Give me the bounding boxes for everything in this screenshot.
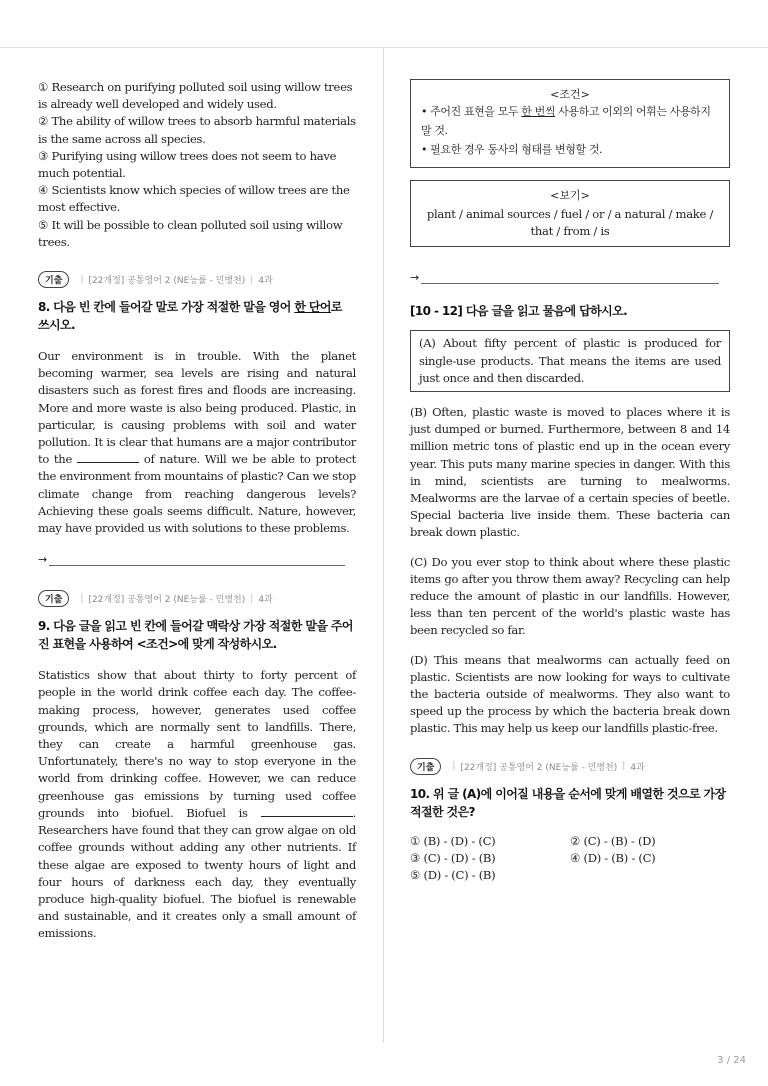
q9-separator-2: | <box>250 593 254 604</box>
q8-source-line <box>38 271 356 288</box>
q7-option-3: ③ Purifying using willow trees does not seem to have much potential. <box>38 148 337 181</box>
q8-separator-2: | <box>250 274 254 285</box>
q8-lesson: 4과 <box>258 276 273 287</box>
q9-passage <box>38 667 356 942</box>
q10-option-3[interactable]: ③ (C) - (D) - (B) <box>410 850 496 865</box>
q8-title-a: 8. 다음 빈 칸에 들어갈 말로 가장 적절한 말을 영어 <box>38 300 295 315</box>
q8-passage-part1: Our environment is in trouble. With the planet becoming warmer, sea levels are rising and natural disasters such as forest fires and floods are increasing. More and more waste is also being produced. Plastic, in particular, is causing problems with soil and water pollution. It is clear that humans are a major contributor to the <box>38 349 356 467</box>
q8-tag: 기출 <box>38 271 69 288</box>
page-number: 3 / 24 <box>717 1055 746 1066</box>
q7-option-1: ① Research on purifying polluted soil using willow trees is already well developed and widely used. <box>38 80 353 112</box>
passage-b: (B) Often, plastic waste is moved to places where it is just dumped or burned. Furthermore, between 8 and 14 million metric tons of plastic end up in the ocean every year. This puts many marine species in danger. With this in mind, scientists are turning to mealworms. Mealworms are the larvae of a certain species of beetle. Special bacteria live inside them. These bacteria can break down plastic. <box>410 405 730 540</box>
condition-item-1-b: 사용하고 이외의 어휘는 사용하지 말 것. <box>421 105 711 137</box>
condition-box-title: <조건> <box>550 88 590 101</box>
q10-option-2[interactable]: ② (C) - (B) - (D) <box>570 833 656 848</box>
q8-answer-arrow: → <box>38 553 48 567</box>
q8-passage-part2: of nature. Will we be able to protect the environment from mountains of plastic? Can we stop climate change from reaching dangerous levels? Achieving these goals seems difficult. Nature, however, may have provided us with solutions to these problems. <box>38 452 357 536</box>
condition-item-1-a: • 주어진 표현을 모두 <box>421 105 522 118</box>
q10-tag: 기출 <box>410 758 441 775</box>
q8-source: [22개정] 공통영어 2 (NE능률 - 민병천) <box>88 276 246 287</box>
q10-separator-2: | <box>622 761 626 772</box>
q10-source: [22개정] 공통영어 2 (NE능률 - 민병천) <box>460 762 618 773</box>
condition-box <box>410 79 730 168</box>
q9-lesson: 4과 <box>258 595 273 606</box>
q8-blank <box>77 461 139 463</box>
example-box-title: <보기> <box>550 189 590 202</box>
q8-separator: | <box>80 274 84 285</box>
q8-title-b: 로 쓰시오. <box>38 300 342 333</box>
left-column <box>38 79 356 943</box>
passage-a-box: (A) About fifty percent of plastic is produced for single-use products. That means the items are used just once and then discarded. <box>410 330 730 392</box>
passage-c: (C) Do you ever stop to think about where these plastic items go after you throw them away? Recycling can help reduce the amount of plastic in our landfills. However, less than ten percent of the world's plastic waste has been recycled so far. <box>410 554 730 638</box>
q7-option-2: ② The ability of willow trees to absorb harmful materials is the same across all species. <box>38 114 356 146</box>
q10-option-5[interactable]: ⑤ (D) - (C) - (B) <box>410 868 496 883</box>
condition-item-1-underline: 한 번씩 <box>521 105 556 118</box>
q10-separator: | <box>452 761 456 772</box>
q10-title: 10. 위 글 (A)에 이어질 내용을 순서에 맞게 배열한 것으로 가장 적절한 것은? <box>410 786 726 819</box>
q9-blank <box>261 815 353 817</box>
q8-answer-underline <box>49 557 345 566</box>
example-words: plant / animal sources / fuel / or / a natural / make / that / from / is <box>426 207 714 239</box>
q8-passage <box>38 348 356 537</box>
passage-d: (D) This means that mealworms can actually feed on plastic. Scientists are now looking for ways to cultivate the bacteria outside of mealworms. They also want to speed up the process by which the bacteria break down plastic. This may help us keep our landfills plastic-free. <box>410 652 730 736</box>
q9-source: [22개정] 공통영어 2 (NE능률 - 민병천) <box>88 595 246 606</box>
right-column <box>410 79 730 884</box>
condition-item-2: • 필요한 경우 동사의 형태를 변형할 것. <box>421 143 603 156</box>
q10-option-4[interactable]: ④ (D) - (B) - (C) <box>570 850 656 865</box>
q9-answer-line[interactable] <box>410 271 730 284</box>
q7-option-5: ⑤ It will be possible to clean polluted soil using willow trees. <box>38 217 343 249</box>
q9-source-line <box>38 590 356 607</box>
example-box <box>410 180 730 247</box>
q9-title: 9. 다음 글을 읽고 빈 칸에 들어갈 맥락상 가장 적절한 말을 주어진 표현을 사용하여 <조건>에 맞게 작성하시오. <box>38 619 353 652</box>
q9-tag: 기출 <box>38 590 69 607</box>
q8-title-underline: 한 단어 <box>294 300 331 315</box>
q10-option-1[interactable]: ① (B) - (D) - (C) <box>410 833 496 848</box>
q9-answer-arrow: → <box>410 271 420 285</box>
q10-source-line <box>410 758 730 775</box>
top-rule <box>0 47 768 48</box>
q8-answer-line[interactable] <box>38 553 356 566</box>
q9-separator: | <box>80 593 84 604</box>
q7-options <box>38 79 356 251</box>
q9-answer-underline <box>421 275 719 284</box>
q10-lesson: 4과 <box>630 762 645 773</box>
q9-passage-part1: Statistics show that about thirty to forty percent of people in the world drink coffee each day. The coffee-making process, however, generates used coffee grounds, which are normally sent to landfills. There, they can create a harmful greenhouse gas. Unfortunately, there's no way to stop everyone in the world from drinking coffee. However, we can reduce greenhouse gas emissions by turning used coffee grounds into biofuel. Biofuel is <box>38 668 356 820</box>
column-divider <box>383 48 384 1043</box>
q10-options <box>410 833 730 885</box>
condition-item-1 <box>421 102 719 140</box>
q7-option-4: ④ Scientists know which species of willow trees are the most effective. <box>38 183 350 215</box>
set-title: [10 - 12] 다음 글을 읽고 물음에 답하시오. <box>410 304 628 319</box>
q8-title <box>38 298 356 334</box>
q9-passage-part2: . Researchers have found that they can grow algae on old coffee grounds without adding any other nutrients. If these algae are exposed to twenty hours of light and four hours of darkness each day, they eventually produce high-quality biofuel. The biofuel is renewable and sustainable, and it creates only a small amount of emissions. <box>38 805 356 941</box>
